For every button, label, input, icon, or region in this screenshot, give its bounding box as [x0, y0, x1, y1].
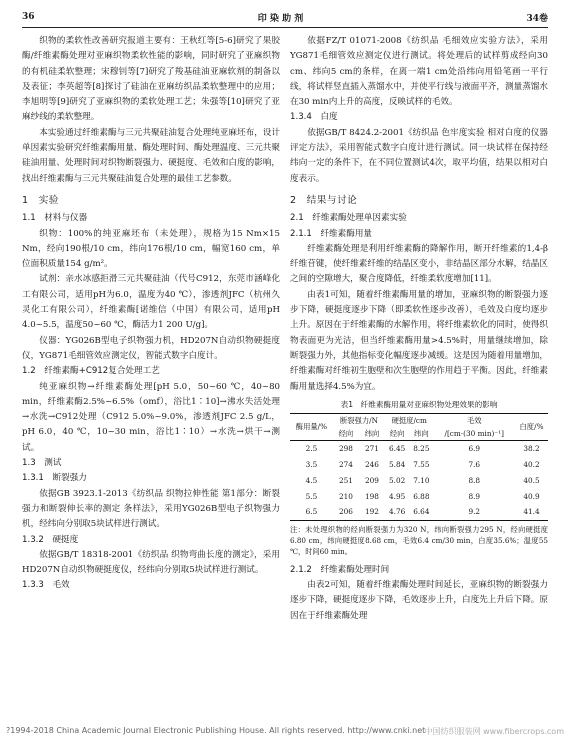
table-cell: 206 — [338, 507, 353, 517]
instruments-paragraph: 仪器：YG026B型电子织物强力机，HD207N自动织物硬挺度仪，YG871毛细管效应测定仪，智能式数字白度计。 — [22, 335, 280, 361]
col-header-whiteness: 白度/% — [519, 422, 544, 432]
table-cell: 7.6 — [468, 460, 481, 469]
table-cell: 7.10 — [413, 475, 430, 485]
section-1-3-4-heading: 1.3.4 白度 — [290, 112, 338, 123]
table-cell: 192 — [365, 507, 379, 517]
section-2-heading: 2 结果与讨论 — [290, 194, 358, 206]
table-1-note: 注：未处理织物的经向断裂强力为320 N，纬向断裂强力295 N，经向硬挺度6.80 cm，纬向硬挺度8.68 cm，毛效6.4 cm/30 min，白度35.6%；温度55 ℃，时间60 min。 — [290, 524, 548, 556]
col-header-strength-warp: 经向 — [338, 428, 354, 438]
col-header-stiffness: 硬挺度/cm — [391, 415, 427, 425]
section-2-1-1-heading: 2.1.1 纤维素酶用量 — [290, 228, 373, 239]
right-column — [290, 34, 548, 624]
intro-paragraph: 织物的柔软性改善研究报道主要有：王秋红等[5-6]研究了果胶酶/纤维素酶处理对亚麻织物柔软性能的影响，同时研究了亚麻织物的有机硅柔软整理；宋穆钊等[7]研究了羧基硅油亚麻软剂的制备以及表征；李英超等[8]探讨了硅油在亚麻纺织品柔软整理中的应用；李旭明等[9]研究了亚麻织物的柔软处理工艺；朱强等[10]研究了亚麻纱线的柔软整理。 — [22, 36, 280, 123]
section-1-3-heading: 1.3 测试 — [22, 458, 62, 469]
volume-label: 34卷 — [526, 13, 548, 24]
table-row — [290, 457, 548, 473]
copyright-notice: ?1994-2018 China Academic Journal Electronic Publishing House. All rights reserved. http://www.cnki.net — [6, 726, 426, 735]
table-cell: 251 — [338, 475, 353, 485]
page-footer — [0, 726, 570, 740]
table-cell: 4.5 — [305, 475, 318, 485]
table-cell: 5.5 — [305, 491, 318, 501]
table-row — [290, 488, 548, 504]
table-cell: 4.95 — [389, 491, 406, 501]
col-header-dose: 酶用量/% — [295, 422, 328, 432]
strength-paragraph: 依据GB 3923.1-2013《纺织品 织物拉伸性能 第1部分：断裂强力和断裂伸长率的测定 条样法》，采用YG026B型电子织物强力机，经纬向分别取5块试样进行测试。 — [22, 488, 280, 530]
table-cell: 38.2 — [523, 444, 540, 454]
page-number: 36 — [22, 12, 35, 22]
col-header-wicking-unit: /[cm·(30 min)⁻¹] — [444, 428, 505, 438]
process-paragraph: 纯亚麻织物→纤维素酶处理[pH 5.0，50~60 ℃，40~80 min，纤维素酶2.5%~6.5%（omf），浴比1∶10]→沸水失活处理→水洗→C912处理（C912 5.0%~9.0%，渗透剂JFC 2.5 g/L，pH 6.0，40 ℃，10~30 min，浴比1∶10）→水洗→烘干→测试。 — [22, 381, 280, 453]
table-cell: 6.88 — [413, 491, 430, 501]
section-1-3-2-heading: 1.3.2 硬挺度 — [22, 534, 79, 545]
table-cell: 210 — [338, 491, 353, 501]
page-header — [22, 8, 548, 26]
col-header-stiffness-weft: 纬向 — [414, 428, 429, 438]
table-cell: 40.9 — [523, 491, 540, 501]
table-cell: 198 — [365, 491, 379, 501]
watermark: 中国纺织服装网 www.fibercrops.com — [424, 727, 564, 736]
section-1-1-heading: 1.1 材料与仪器 — [22, 213, 88, 224]
journal-title: 印 染 助 剂 — [257, 13, 304, 24]
enzyme-paragraph-1: 纤维素酶处理是利用纤维素酶的降解作用，断开纤维素的1,4-β纤维苷键，使纤维素纤维的结晶区变小，非结晶区部分水解，结晶区之间的空隙增大，聚合度降低，纤维柔软度增加[11]。 — [290, 243, 548, 285]
col-header-stiffness-warp: 经向 — [389, 428, 405, 438]
table-cell: 40.5 — [523, 475, 540, 485]
table-cell: 274 — [338, 460, 353, 469]
table-cell: 209 — [365, 475, 379, 485]
table-cell: 8.8 — [468, 475, 481, 485]
header-rule — [22, 27, 548, 28]
table-cell: 7.55 — [413, 460, 430, 469]
table-cell: 6.9 — [468, 444, 481, 454]
col-header-strength-weft: 纬向 — [364, 428, 380, 438]
left-column — [22, 34, 280, 594]
col-header-wicking: 毛效 — [466, 415, 482, 425]
time-paragraph: 由表2可知，随着纤维素酶处理时间延长，亚麻织物的断裂强力逐步下降，硬挺度逐步下降，毛效逐步上升，白度先上升后下降。原因在于纤维素酶处理 — [290, 580, 548, 621]
table-1-caption: 表1 纤维素酶用量对亚麻织物处理效果的影响 — [340, 399, 498, 409]
table-cell: 6.64 — [413, 507, 430, 517]
section-1-3-1-heading: 1.3.1 断裂强力 — [22, 473, 87, 484]
table-cell: 40.2 — [523, 460, 540, 469]
wicking-paragraph: 依据FZ/T 01071-2008《纺织品 毛细效应实验方法》，采用YG871毛细管效应测定仪进行测试。将处理后的试样剪成经向30 cm、纬向5 cm的条样，在离一端1 cm处沿纬向用铅笔画一平行线，将试样竖直插入蒸馏水中，并使平行线与液面平齐，测量蒸馏水在30 min内上升的高度，反映试样的毛效。 — [290, 36, 548, 108]
section-1-heading: 1 实验 — [22, 194, 59, 206]
section-1-3-3-heading: 1.3.3 毛效 — [22, 580, 70, 591]
section-2-1-2-heading: 2.1.2 纤维素酶处理时间 — [290, 564, 390, 575]
table-row — [290, 504, 548, 520]
fabric-paragraph: 织物：100%的纯亚麻坯布（未处理），规格为15 Nm×15 Nm，经向190根/10 cm，纬向176根/10 cm，幅宽160 cm，单位面积质量154 g/m²。 — [22, 228, 280, 270]
table-cell: 6.5 — [305, 507, 318, 517]
enzyme-paragraph-2: 由表1可知，随着纤维素酶用量的增加，亚麻织物的断裂强力逐步下降，硬挺度逐步下降（即柔软性逐步改善），毛效及白度均逐步上升。原因在于纤维素酶的水解作用，将纤维素软化的同时，使得织物表面更为光洁，但当纤维素酶用量>4.5%时，用量继续增加，除断裂强力外，其他指标变化幅度逐步减缓。这是因为随着用量增加，纤维素酶对纤维初生胞壁和次生胞壁的作用趋于平衡。因此，纤维素酶用量选择4.5%为宜。 — [290, 289, 548, 392]
section-1-2-heading: 1.2 纤维素酶+C912复合处理工艺 — [22, 366, 160, 377]
table-cell: 6.45 — [389, 444, 406, 454]
table-row — [290, 472, 548, 488]
whiteness-paragraph: 依据GB/T 8424.2-2001《纺织品 色牢度实验 相对白度的仪器评定方法》，采用智能式数字白度计进行测试。同一块试样在保持经纬向一定的条件下，在不同位置测试4次，取平均值，结果以相对白度表示。 — [290, 127, 548, 184]
table-1 — [290, 413, 548, 521]
table-cell: 298 — [338, 444, 353, 454]
table-cell: 2.5 — [305, 444, 318, 454]
table-cell: 271 — [365, 444, 379, 454]
table-cell: 3.5 — [305, 460, 318, 469]
table-cell: 5.84 — [389, 460, 406, 469]
table-cell: 41.4 — [523, 507, 540, 517]
table-row — [290, 440, 548, 456]
intro-paragraph-2: 本实验通过纤维素酶与三元共聚硅油复合处理纯亚麻坯布，设计单因素实验研究纤维素酶用量、酶处理时间、酶处理温度、三元共聚硅油用量、处理时间对织物断裂强力、硬挺度、毛效和白度的影响，找出纤维素酶与三元共聚硅油复合处理的最佳工艺参数。 — [22, 127, 280, 184]
table-cell: 5.02 — [389, 475, 406, 485]
section-2-1-heading: 2.1 纤维素酶处理单因素实验 — [290, 213, 407, 224]
table-cell: 4.76 — [389, 507, 406, 517]
col-header-strength: 断裂强力/N — [339, 415, 378, 425]
table-cell: 9.2 — [468, 507, 481, 517]
table-cell: 246 — [365, 460, 379, 469]
table-cell: 8.9 — [468, 491, 481, 501]
reagents-paragraph: 试剂：亲水冰感拒滑三元共聚硅油（代号C912，东莞市涵峰化工有限公司，适用pH为6.0，温度为40 ℃），渗透剂JFC（杭州久灵化工有限公司），纤维素酶[诺维信（中国）有限公司，适用pH 4.0~5.5，温度50~60 ℃，酶活力1 200 U/g]。 — [22, 274, 280, 331]
table-cell: 8.25 — [413, 444, 430, 454]
stiffness-paragraph: 依据GB/T 18318-2001《纺织品 织物弯曲长度的测定》，采用HD207N自动织物硬挺度仪，经纬向分别取5块试样进行测试。 — [22, 549, 280, 576]
